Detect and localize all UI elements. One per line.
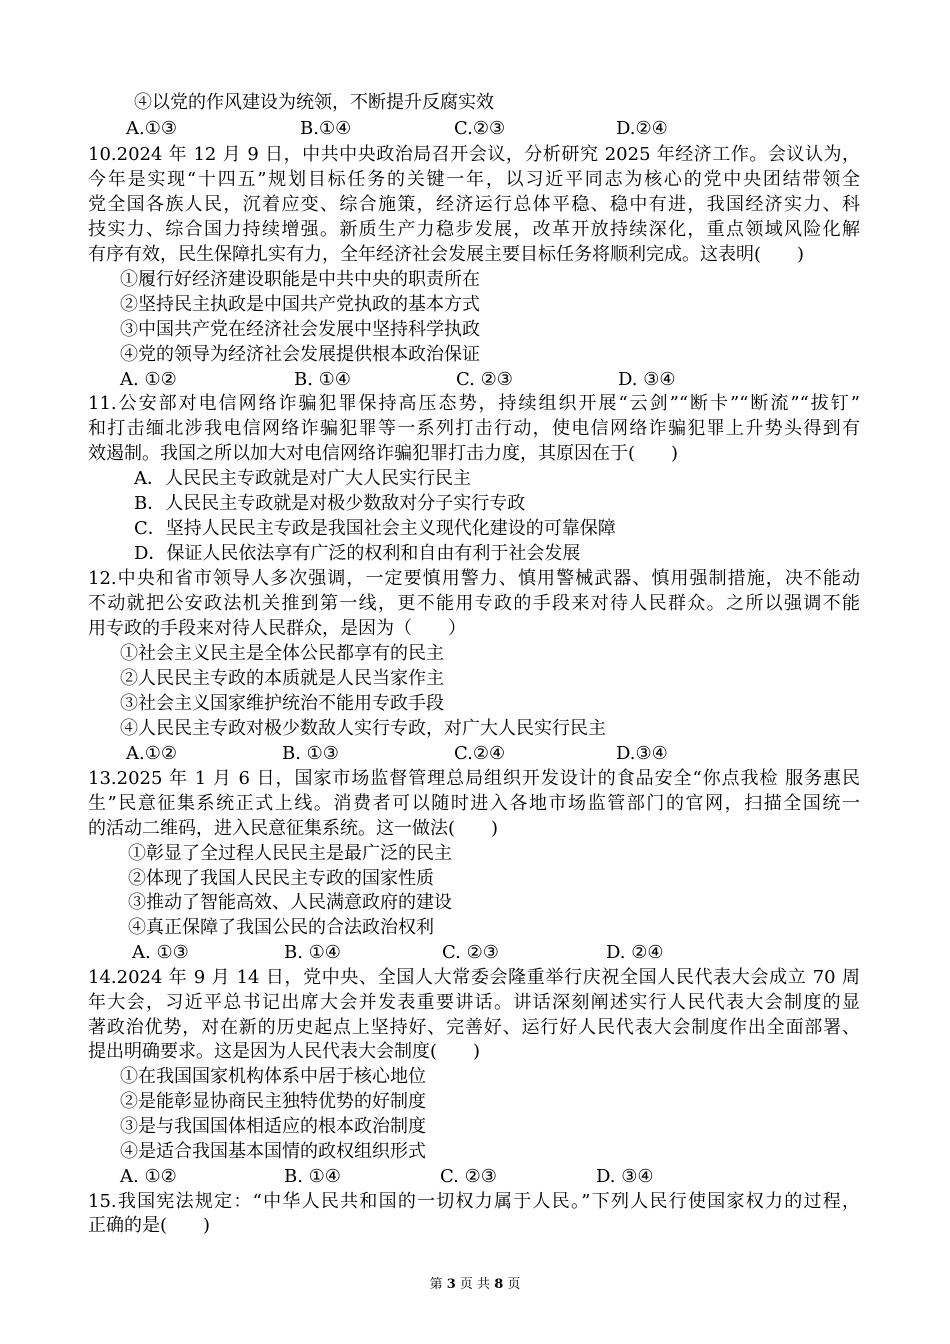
q15-stem-line: 15.我国宪法规定：“中华人民共和国的一切权力属于人民。”下列人民行使国家权力的过程， <box>88 1191 860 1212</box>
q10-statement-2: ②坚持民主执政是中国共产党执政的基本方式 <box>120 294 480 315</box>
q11-option-a: A．人民民主专政就是对广大人民实行民主 <box>134 468 471 489</box>
q14-statement-2: ②是能彰显协商民主独特优势的好制度 <box>120 1091 426 1112</box>
q13-stem-line: 生”民意征集系统正式上线。消费者可以随时进入各地市场监管部门的官网，扫描全国统一 <box>88 793 860 814</box>
q12-statement-1: ①社会主义民主是全体公民都享有的民主 <box>120 643 444 664</box>
q12-statement-4: ④人民民主专政对极少数敌人实行专政，对广大人民实行民主 <box>120 718 606 739</box>
q12-answer-a: A.①② <box>126 743 177 764</box>
q13-statement-2: ②体现了我国人民民主专政的国家性质 <box>128 868 434 889</box>
q11-option-d: D．保证人民依法享有广泛的权利和自由有利于社会发展 <box>134 543 581 564</box>
q12-answer-b: B. ①③ <box>282 743 339 764</box>
q10-stem-line: 今年是实现“十四五”规划目标任务的关键一年，以习近平同志为核心的党中央团结带领全 <box>88 169 860 190</box>
q12-answer-d: D.③④ <box>616 743 668 764</box>
q14-statement-4: ④是适合我国基本国情的政权组织形式 <box>120 1141 426 1162</box>
q14-answer-d: D. ③④ <box>596 1166 654 1187</box>
q9-answer-b: B.①④ <box>300 118 352 139</box>
q12-statement-2: ②人民民主专政的本质就是人民当家作主 <box>120 668 444 689</box>
q12-stem-line: 12.中央和省市领导人多次强调，一定要慎用警力、慎用警械武器、慎用强制措施，决不能动 <box>88 568 860 589</box>
q14-answer-a: A. ①② <box>120 1166 177 1187</box>
q9-answer-a: A.①③ <box>126 118 177 139</box>
q10-stem-line: 有序有效，民生保障扎实有力，全年经济社会发展主要目标任务将顺利完成。这表明( ) <box>88 244 805 265</box>
q10-answer-a: A. ①② <box>120 369 177 390</box>
q9-option-4: ④以党的作风建设为统领，不断提升反腐实效 <box>134 92 494 113</box>
q13-statement-3: ③推动了智能高效、人民满意政府的建设 <box>128 892 452 913</box>
q14-stem-line: 14.2024 年 9 月 14 日，党中央、全国人大常委会隆重举行庆祝全国人民代表大会成立 70 周 <box>88 967 860 988</box>
q12-answer-c: C.②④ <box>454 743 506 764</box>
q13-answer-b: B. ①④ <box>284 942 341 963</box>
q11-stem-line: 和打击缅北涉我电信网络诈骗犯罪等一系列打击行动，使电信网络诈骗犯罪上升势头得到有 <box>88 418 860 439</box>
q10-statement-3: ③中国共产党在经济社会发展中坚持科学执政 <box>120 319 480 340</box>
footer-prefix: 第 <box>429 1277 447 1292</box>
q10-stem-line: 党全国各族人民，沉着应变、综合施策，经济运行总体平稳、稳中有进，我国经济实力、科 <box>88 194 860 215</box>
q14-stem-line: 著政治优势，对在新的历史起点上坚持好、完善好、运行好人民代表大会制度作出全面部署、 <box>88 1017 860 1038</box>
q14-answer-b: B. ①④ <box>284 1166 341 1187</box>
q13-answer-d: D. ②④ <box>606 942 664 963</box>
q13-stem-line: 13.2025 年 1 月 6 日，国家市场监督管理总局组织开发设计的食品安全“你点我检 服务惠民 <box>88 768 860 789</box>
q13-statement-4: ④真正保障了我国公民的合法政治权利 <box>128 917 434 938</box>
q10-answer-d: D. ③④ <box>618 369 676 390</box>
q13-statement-1: ①彰显了全过程人民民主是最广泛的民主 <box>128 843 452 864</box>
q12-statement-3: ③社会主义国家维护统治不能用专政手段 <box>120 693 444 714</box>
page-total: 8 <box>494 1277 504 1292</box>
footer-middle: 页 共 <box>455 1277 495 1292</box>
page-footer <box>0 1273 950 1292</box>
page-number: 3 <box>446 1277 456 1292</box>
q10-stem-line: 技实力、综合国力持续增强。新质生产力稳步发展，改革开放持续深化，重点领域风险化解 <box>88 219 860 240</box>
q12-stem-line: 用专政的手段来对待人民群众，是因为（ ） <box>88 618 466 639</box>
q14-statement-3: ③是与我国国体相适应的根本政治制度 <box>120 1116 426 1137</box>
q14-stem-line: 提出明确要求。这是因为人民代表大会制度( ) <box>88 1041 481 1062</box>
footer-suffix: 页 <box>503 1277 521 1292</box>
q12-stem-line: 不动就把公安政法机关推到第一线，更不能用专政的手段来对待人民群众。之所以强调不能 <box>88 593 860 614</box>
q11-stem-line: 效遏制。我国之所以加大对电信网络诈骗犯罪打击力度，其原因在于( ) <box>88 443 679 464</box>
q13-answer-a: A. ①③ <box>132 942 189 963</box>
q9-answer-c: C.②③ <box>454 118 506 139</box>
q14-statement-1: ①在我国国家机构体系中居于核心地位 <box>120 1066 426 1087</box>
q9-answer-d: D.②④ <box>616 118 668 139</box>
q14-answer-c: C. ②③ <box>440 1166 497 1187</box>
q10-stem-line: 10.2024 年 12 月 9 日，中共中央政治局召开会议，分析研究 2025 年经济工作。会议认为， <box>88 144 860 165</box>
q13-stem-line: 的活动二维码，进入民意征集系统。这一做法( ) <box>88 818 499 839</box>
q10-statement-1: ①履行好经济建设职能是中共中央的职责所在 <box>120 269 480 290</box>
q10-answer-c: C. ②③ <box>456 369 513 390</box>
q11-option-c: C．坚持人民民主专政是我国社会主义现代化建设的可靠保障 <box>134 518 616 539</box>
q11-stem-line: 11.公安部对电信网络诈骗犯罪保持高压态势，持续组织开展“云剑”“断卡”“断流”“拔钉” <box>88 393 860 414</box>
q11-option-b: B．人民民主专政就是对极少数敌对分子实行专政 <box>134 493 526 514</box>
q10-statement-4: ④党的领导为经济社会发展提供根本政治保证 <box>120 344 480 365</box>
q13-answer-c: C. ②③ <box>442 942 499 963</box>
q10-answer-b: B. ①④ <box>294 369 351 390</box>
q14-stem-line: 年大会，习近平总书记出席大会并发表重要讲话。讲话深刻阐述实行人民代表大会制度的显 <box>88 992 860 1013</box>
q15-stem-line: 正确的是( ) <box>88 1215 211 1236</box>
